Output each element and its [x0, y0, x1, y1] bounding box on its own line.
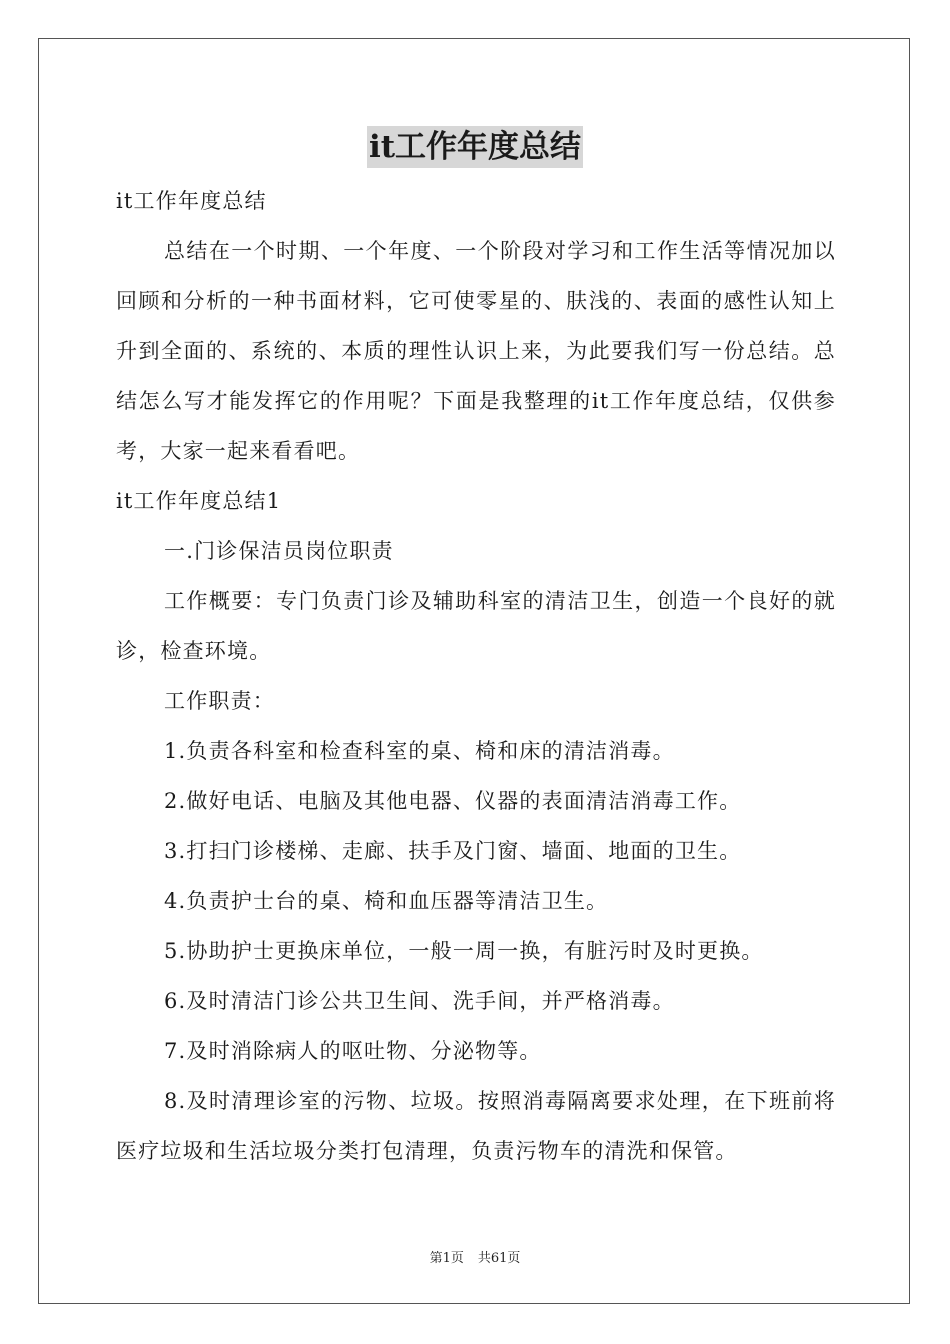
- title-container: [0, 126, 950, 168]
- list-item: 1.负责各科室和检查科室的桌、椅和床的清洁消毒。: [164, 739, 675, 763]
- document-body: [116, 176, 836, 1176]
- list-item: 6.及时清洁门诊公共卫生间、洗手间，并严格消毒。: [164, 989, 675, 1013]
- list-item: 2.做好电话、电脑及其他电器、仪器的表面清洁消毒工作。: [164, 789, 742, 813]
- list-item: 4.负责护士台的桌、椅和血压器等清洁卫生。: [164, 889, 609, 913]
- body-paragraph: 工作概要：专门负责门诊及辅助科室的清洁卫生，创造一个良好的就诊，检查环境。: [116, 589, 836, 663]
- intro-paragraph: 总结在一个时期、一个年度、一个阶段对学习和工作生活等情况加以回顾和分析的一种书面材料，它可使零星的、肤浅的、表面的感性认知上升到全面的、系统的、本质的理性认识上来，为此要我们写一份总结。总结怎么写才能发挥它的作用呢？下面是我整理的it工作年度总结，仅供参考，大家一起来看看吧。: [116, 239, 836, 463]
- body-paragraph: 工作职责：: [164, 689, 275, 713]
- list-item: 7.及时消除病人的呕吐物、分泌物等。: [164, 1039, 542, 1063]
- list-item: 8.及时清理诊室的污物、垃圾。按照消毒隔离要求处理，在下班前将医疗垃圾和生活垃圾分类打包清理，负责污物车的清洗和保管。: [116, 1089, 836, 1163]
- page-footer: [0, 1247, 950, 1266]
- subsection-heading: 一.门诊保洁员岗位职责: [164, 539, 394, 563]
- list-item: 5.协助护士更换床单位，一般一周一换，有脏污时及时更换。: [164, 939, 764, 963]
- page-number: 第1页: [429, 1251, 464, 1266]
- page-total: 共61页: [477, 1251, 521, 1266]
- subtitle-paragraph: it工作年度总结: [116, 189, 267, 213]
- section-heading: it工作年度总结1: [116, 489, 282, 513]
- list-item: 3.打扫门诊楼梯、走廊、扶手及门窗、墙面、地面的卫生。: [164, 839, 742, 863]
- document-title: it工作年度总结: [367, 126, 583, 168]
